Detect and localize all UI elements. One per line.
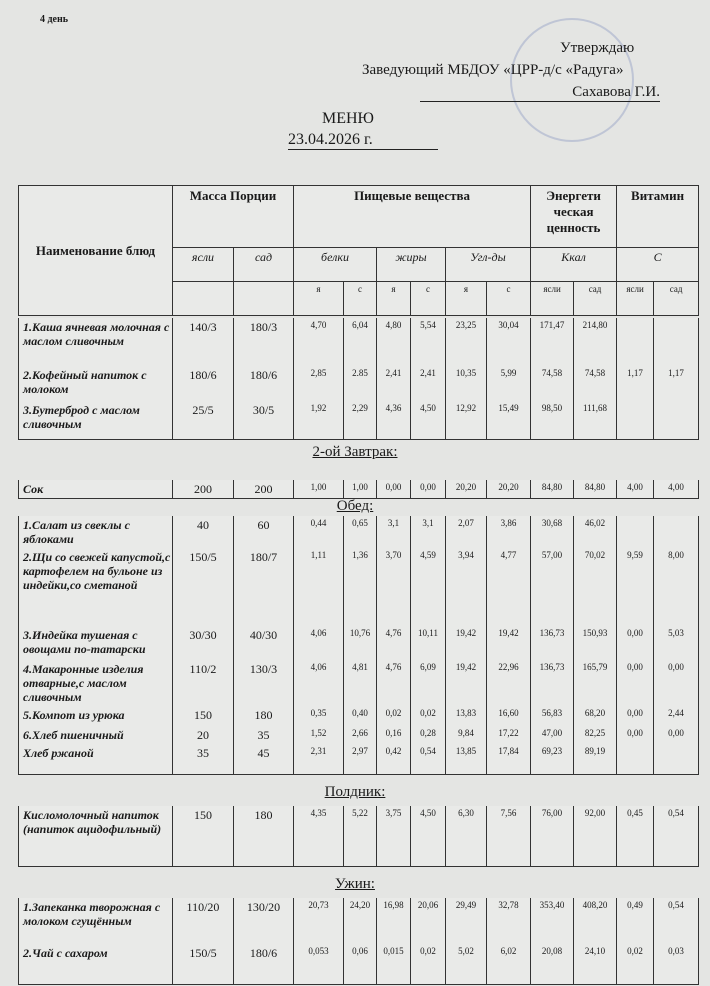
- dish-row: [19, 944, 699, 984]
- nutrient-value: 4,50: [411, 401, 446, 439]
- mass-yasli: 25/5: [173, 401, 234, 439]
- nutrient-value: 165,79: [574, 660, 617, 706]
- position-label: Заведующий МБДОУ «ЦРР-д/с «Радуга»: [362, 62, 624, 78]
- nutrient-value: 5,22: [344, 806, 377, 866]
- dish-name: 6.Хлеб пшеничный: [19, 726, 173, 744]
- sub-yasli: ясли: [531, 282, 574, 316]
- nutrient-value: 20,20: [446, 480, 487, 499]
- nutrient-value: 111,68: [574, 401, 617, 439]
- nutrient-value: 10,76: [344, 626, 377, 660]
- column-header-table: [18, 185, 699, 316]
- nutrient-value: 92,00: [574, 806, 617, 866]
- col-name: Наименование блюд: [19, 186, 173, 316]
- nutrient-value: 0,54: [654, 806, 699, 866]
- mass-sad: 130/3: [234, 660, 294, 706]
- day-label: 4 день: [40, 14, 69, 25]
- nutrient-value: 9,84: [446, 726, 487, 744]
- nutrient-value: 6,02: [487, 944, 531, 984]
- nutrient-value: 2,97: [344, 744, 377, 774]
- nutrient-value: 84,80: [574, 480, 617, 499]
- nutrient-value: 0,54: [411, 744, 446, 774]
- nutrient-value: 0,42: [377, 744, 411, 774]
- dish-name: 2.Чай с сахаром: [19, 944, 173, 984]
- col-sad: сад: [234, 248, 294, 282]
- nutrient-value: 2,85: [294, 366, 344, 401]
- nutrient-value: 0,06: [344, 944, 377, 984]
- mass-yasli: 150: [173, 706, 234, 726]
- nutrient-value: [617, 401, 654, 439]
- nutrient-value: 22,96: [487, 660, 531, 706]
- nutrient-value: [654, 516, 699, 548]
- mass-yasli: 200: [173, 480, 234, 499]
- nutrient-value: 4,76: [377, 626, 411, 660]
- nutrient-value: 16,98: [377, 898, 411, 944]
- nutrient-value: 4,70: [294, 318, 344, 366]
- dish-row: [19, 516, 699, 548]
- nutrient-value: 0,54: [654, 898, 699, 944]
- nutrient-value: 6,30: [446, 806, 487, 866]
- nutrient-value: 0,16: [377, 726, 411, 744]
- dish-name: 4.Макаронные изделия отварные,с маслом сливочным: [19, 660, 173, 706]
- nutrient-value: 0,02: [377, 706, 411, 726]
- nutrient-value: 30,68: [531, 516, 574, 548]
- nutrient-value: 0,45: [617, 806, 654, 866]
- dish-row: [19, 744, 699, 774]
- nutrient-value: 408,20: [574, 898, 617, 944]
- mass-sad: 40/30: [234, 626, 294, 660]
- nutrient-value: 17,22: [487, 726, 531, 744]
- menu-title: МЕНЮ: [322, 110, 374, 127]
- nutrient-value: [617, 318, 654, 366]
- section-table: [18, 480, 699, 499]
- sub-ya: я: [377, 282, 411, 316]
- nutrient-value: 74,58: [574, 366, 617, 401]
- nutrient-value: 0,053: [294, 944, 344, 984]
- section-table: [18, 516, 699, 775]
- nutrient-value: 24,20: [344, 898, 377, 944]
- section-title: 2-ой Завтрак:: [312, 444, 398, 460]
- nutrient-value: 30,04: [487, 318, 531, 366]
- col-fat: жиры: [377, 248, 446, 282]
- nutrient-value: 76,00: [531, 806, 574, 866]
- dish-row: [19, 401, 699, 439]
- nutrient-value: 4,00: [654, 480, 699, 499]
- nutrient-value: 84,80: [531, 480, 574, 499]
- nutrient-value: 4,50: [411, 806, 446, 866]
- nutrient-value: 1,52: [294, 726, 344, 744]
- nutrient-value: 5,99: [487, 366, 531, 401]
- nutrient-value: 10,11: [411, 626, 446, 660]
- dish-name: 1.Каша ячневая молочная с маслом сливочным: [19, 318, 173, 366]
- dish-row: [19, 318, 699, 366]
- nutrient-value: 89,19: [574, 744, 617, 774]
- nutrient-value: 2,66: [344, 726, 377, 744]
- nutrient-value: 4,80: [377, 318, 411, 366]
- approve-label: Утверждаю: [560, 40, 635, 56]
- dish-row: [19, 626, 699, 660]
- dish-name: 2.Щи со свежей капустой,с картофелем на бульоне из индейки,со сметаной: [19, 548, 173, 626]
- nutrient-value: 3,70: [377, 548, 411, 626]
- mass-sad: 200: [234, 480, 294, 499]
- dish-row: [19, 726, 699, 744]
- nutrient-value: 29,49: [446, 898, 487, 944]
- dish-row: [19, 898, 699, 944]
- nutrient-value: 5,02: [446, 944, 487, 984]
- nutrient-value: 69,23: [531, 744, 574, 774]
- mass-yasli: 110/20: [173, 898, 234, 944]
- sub-ya: я: [294, 282, 344, 316]
- nutrient-value: 57,00: [531, 548, 574, 626]
- section-table: [18, 806, 699, 867]
- nutrient-value: 0,00: [617, 626, 654, 660]
- mass-sad: 180/7: [234, 548, 294, 626]
- nutrient-value: 13,85: [446, 744, 487, 774]
- mass-yasli: 140/3: [173, 318, 234, 366]
- nutrient-value: 9,59: [617, 548, 654, 626]
- sub-sad: сад: [574, 282, 617, 316]
- mass-sad: 180: [234, 706, 294, 726]
- col-kcal: Ккал: [531, 248, 617, 282]
- nutrient-value: 0,02: [411, 706, 446, 726]
- nutrient-value: 0,03: [654, 944, 699, 984]
- section-title: Обед:: [336, 498, 374, 514]
- nutrient-value: 24,10: [574, 944, 617, 984]
- section-table: [18, 898, 699, 985]
- nutrient-value: 4,36: [377, 401, 411, 439]
- nutrient-value: 20,73: [294, 898, 344, 944]
- nutrient-value: 47,00: [531, 726, 574, 744]
- nutrient-value: 19,42: [487, 626, 531, 660]
- mass-sad: 180/3: [234, 318, 294, 366]
- nutrient-value: 2,41: [411, 366, 446, 401]
- nutrient-value: 0,015: [377, 944, 411, 984]
- nutrient-value: 2,07: [446, 516, 487, 548]
- col-yasli: ясли: [173, 248, 234, 282]
- col-vitamin-c: С: [617, 248, 699, 282]
- dish-name: Сок: [19, 480, 173, 499]
- nutrient-value: 20,08: [531, 944, 574, 984]
- nutrient-value: 4,06: [294, 660, 344, 706]
- col-nutrients: Пищевые вещества: [294, 186, 531, 248]
- nutrient-value: 7,56: [487, 806, 531, 866]
- nutrient-value: 4,59: [411, 548, 446, 626]
- mass-yasli: 35: [173, 744, 234, 774]
- nutrient-value: 1,17: [654, 366, 699, 401]
- section-title: Полдник:: [324, 784, 386, 800]
- dish-name: 5.Компот из урюка: [19, 706, 173, 726]
- nutrient-value: 0,00: [411, 480, 446, 499]
- mass-yasli: 150: [173, 806, 234, 866]
- nutrient-value: [654, 744, 699, 774]
- nutrient-value: 4,81: [344, 660, 377, 706]
- nutrient-value: 171,47: [531, 318, 574, 366]
- mass-yasli: 40: [173, 516, 234, 548]
- dish-row: [19, 706, 699, 726]
- sub-yasli: ясли: [617, 282, 654, 316]
- nutrient-value: 20,06: [411, 898, 446, 944]
- mass-sad: 180/6: [234, 366, 294, 401]
- nutrient-value: 98,50: [531, 401, 574, 439]
- nutrient-value: [617, 516, 654, 548]
- mass-yasli: 30/30: [173, 626, 234, 660]
- section-title: Ужин:: [335, 876, 375, 892]
- mass-yasli: 150/5: [173, 548, 234, 626]
- nutrient-value: 8,00: [654, 548, 699, 626]
- nutrient-value: 3,75: [377, 806, 411, 866]
- nutrient-value: 17,84: [487, 744, 531, 774]
- nutrient-value: 1,11: [294, 548, 344, 626]
- nutrient-value: 0,02: [411, 944, 446, 984]
- dish-name: 1.Запеканка творожная с молоком сгущённым: [19, 898, 173, 944]
- nutrient-value: 2,44: [654, 706, 699, 726]
- nutrient-value: 3,86: [487, 516, 531, 548]
- nutrient-value: 136,73: [531, 626, 574, 660]
- nutrient-value: 0,00: [617, 660, 654, 706]
- nutrient-value: 74,58: [531, 366, 574, 401]
- menu-date: 23.04.2026 г.: [288, 131, 438, 150]
- nutrient-value: 4,35: [294, 806, 344, 866]
- dish-row: [19, 548, 699, 626]
- mass-sad: 130/20: [234, 898, 294, 944]
- mass-sad: 30/5: [234, 401, 294, 439]
- dish-name: Кисломолочный напиток (напиток ацидофильный): [19, 806, 173, 866]
- nutrient-value: 1,17: [617, 366, 654, 401]
- nutrient-value: 0,00: [654, 660, 699, 706]
- nutrient-value: 4,77: [487, 548, 531, 626]
- nutrient-value: 0,49: [617, 898, 654, 944]
- sub-s: с: [344, 282, 377, 316]
- nutrient-value: 5,54: [411, 318, 446, 366]
- nutrient-value: 19,42: [446, 660, 487, 706]
- col-mass: Масса Порции: [173, 186, 294, 248]
- nutrient-value: 4,06: [294, 626, 344, 660]
- mass-yasli: 110/2: [173, 660, 234, 706]
- dish-row: [19, 806, 699, 866]
- nutrient-value: 353,40: [531, 898, 574, 944]
- nutrient-value: 70,02: [574, 548, 617, 626]
- nutrient-value: 0,65: [344, 516, 377, 548]
- nutrient-value: 15,49: [487, 401, 531, 439]
- sub-ya: я: [446, 282, 487, 316]
- nutrient-value: 136,73: [531, 660, 574, 706]
- nutrient-value: 0,00: [617, 706, 654, 726]
- nutrient-value: 0,00: [617, 726, 654, 744]
- dish-name: Хлеб ржаной: [19, 744, 173, 774]
- nutrient-value: [617, 744, 654, 774]
- nutrient-value: 0,02: [617, 944, 654, 984]
- nutrient-value: 6,04: [344, 318, 377, 366]
- nutrient-value: [654, 401, 699, 439]
- nutrient-value: 3,94: [446, 548, 487, 626]
- nutrient-value: 20,20: [487, 480, 531, 499]
- nutrient-value: 2,29: [344, 401, 377, 439]
- nutrient-value: 23,25: [446, 318, 487, 366]
- nutrient-value: 68,20: [574, 706, 617, 726]
- section-table: [18, 318, 699, 440]
- nutrient-value: 150,93: [574, 626, 617, 660]
- nutrient-value: 46,02: [574, 516, 617, 548]
- nutrient-value: 2,41: [377, 366, 411, 401]
- col-carbs: Угл-ды: [446, 248, 531, 282]
- mass-yasli: 150/5: [173, 944, 234, 984]
- nutrient-value: 6,09: [411, 660, 446, 706]
- nutrient-value: 0,44: [294, 516, 344, 548]
- dish-name: 3.Бутерброд с маслом сливочным: [19, 401, 173, 439]
- mass-yasli: 20: [173, 726, 234, 744]
- nutrient-value: 1,36: [344, 548, 377, 626]
- nutrient-value: 82,25: [574, 726, 617, 744]
- nutrient-value: 3,1: [411, 516, 446, 548]
- stamp: [510, 18, 634, 142]
- nutrient-value: 1,00: [294, 480, 344, 499]
- nutrient-value: [654, 318, 699, 366]
- nutrient-value: 5,03: [654, 626, 699, 660]
- nutrient-value: 56,83: [531, 706, 574, 726]
- mass-sad: 180: [234, 806, 294, 866]
- nutrient-value: 4,76: [377, 660, 411, 706]
- nutrient-value: 0,35: [294, 706, 344, 726]
- nutrient-value: 3,1: [377, 516, 411, 548]
- nutrient-value: 12,92: [446, 401, 487, 439]
- col-energy: Энергети ческая ценность: [531, 186, 617, 248]
- nutrient-value: 16,60: [487, 706, 531, 726]
- nutrient-value: 0,00: [377, 480, 411, 499]
- nutrient-value: 0,00: [654, 726, 699, 744]
- mass-sad: 35: [234, 726, 294, 744]
- mass-sad: 60: [234, 516, 294, 548]
- nutrient-value: 0,28: [411, 726, 446, 744]
- dish-name: 2.Кофейный напиток с молоком: [19, 366, 173, 401]
- nutrient-value: 1,92: [294, 401, 344, 439]
- nutrient-value: 10,35: [446, 366, 487, 401]
- nutrient-value: 32,78: [487, 898, 531, 944]
- mass-sad: 45: [234, 744, 294, 774]
- dish-name: 1.Салат из свеклы с яблоками: [19, 516, 173, 548]
- sub-sad: сад: [654, 282, 699, 316]
- sub-s: с: [487, 282, 531, 316]
- nutrient-value: 214,80: [574, 318, 617, 366]
- nutrient-value: 4,00: [617, 480, 654, 499]
- col-vitamin: Витамин: [617, 186, 699, 248]
- empty-cell: [234, 282, 294, 316]
- nutrient-value: 2.85: [344, 366, 377, 401]
- signer-name: Сахавова Г.И.: [420, 84, 660, 102]
- nutrient-value: 13,83: [446, 706, 487, 726]
- mass-yasli: 180/6: [173, 366, 234, 401]
- dish-row: [19, 480, 699, 499]
- dish-row: [19, 660, 699, 706]
- empty-cell: [173, 282, 234, 316]
- dish-row: [19, 366, 699, 401]
- dish-name: 3.Индейка тушеная с овощами по-татарски: [19, 626, 173, 660]
- nutrient-value: 1,00: [344, 480, 377, 499]
- nutrient-value: 0,40: [344, 706, 377, 726]
- mass-sad: 180/6: [234, 944, 294, 984]
- sub-s: с: [411, 282, 446, 316]
- nutrient-value: 19,42: [446, 626, 487, 660]
- col-protein: белки: [294, 248, 377, 282]
- nutrient-value: 2,31: [294, 744, 344, 774]
